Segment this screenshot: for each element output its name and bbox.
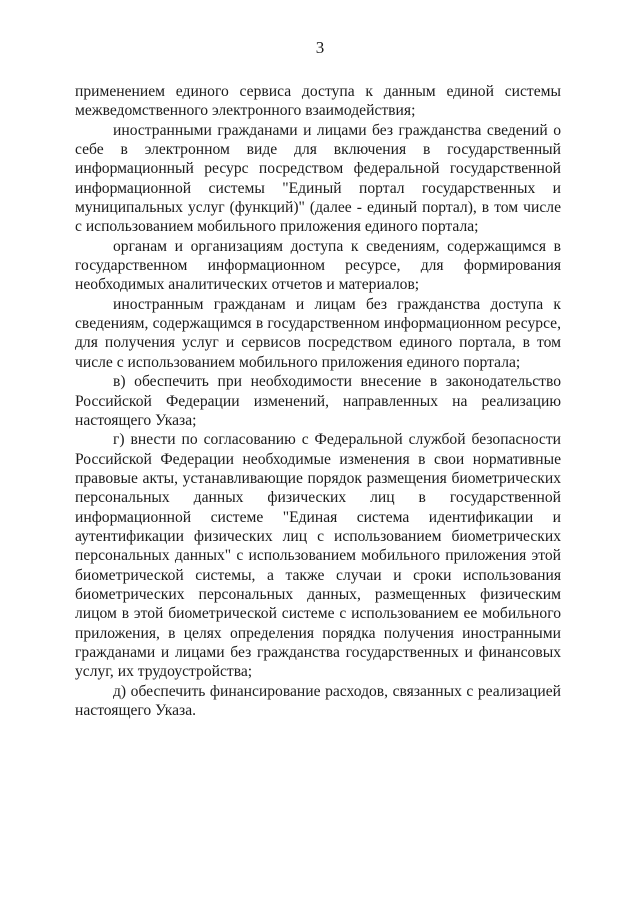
paragraph-organizations-access: органам и организациям доступа к сведениям, содержащимся в государственном информационном ресурсе, для формирования необходимых аналитических отчетов и материалов; [75, 237, 561, 294]
paragraph-item-d: д) обеспечить финансирование расходов, связанных с реализацией настоящего Указа. [75, 682, 561, 719]
paragraph-foreign-citizens-access: иностранным гражданам и лицам без гражданства доступа к сведениям, содержащимся в государственном информационном ресурсе, для получения услуг и сервисов посредством единого портала, в том числе с использованием мобильного приложения единого портала; [75, 295, 561, 371]
document-body [75, 82, 561, 720]
paragraph-item-g: г) внести по согласованию с Федеральной службой безопасности Российской Федерации необходимые изменения в свои нормативные правовые акты, устанавливающие порядок размещения биометрических персональных данных физических лиц в государственной информационной системе "Единая система идентификации и аутентификации физических лиц с использованием биометрических персональных данных" с использованием мобильного приложения этой биометрической системы, а также случаи и сроки использования биометрических персональных данных, размещенных физическим лицом в этой биометрической системе с использованием ее мобильного приложения, в целях определения порядка получения иностранными гражданами и лицами без гражданства государственных и финансовых услуг, их трудоустройства; [75, 431, 561, 681]
paragraph-item-v: в) обеспечить при необходимости внесение в законодательство Российской Федерации изменений, направленных на реализацию настоящего Указа; [75, 373, 561, 429]
page-number: 3 [315, 38, 325, 57]
paragraph-continuation: применением единого сервиса доступа к данным единой системы межведомственного электронного взаимодействия; [75, 83, 561, 120]
paragraph-foreign-citizens-info: иностранными гражданами и лицами без гражданства сведений о себе в электронном виде для включения в государственный информационный ресурс посредством федеральной государственной информационной системы "Единый портал государственных и муниципальных услуг (функций)" (далее - единый портал), в том числе с использованием мобильного приложения единого портала; [75, 121, 561, 236]
